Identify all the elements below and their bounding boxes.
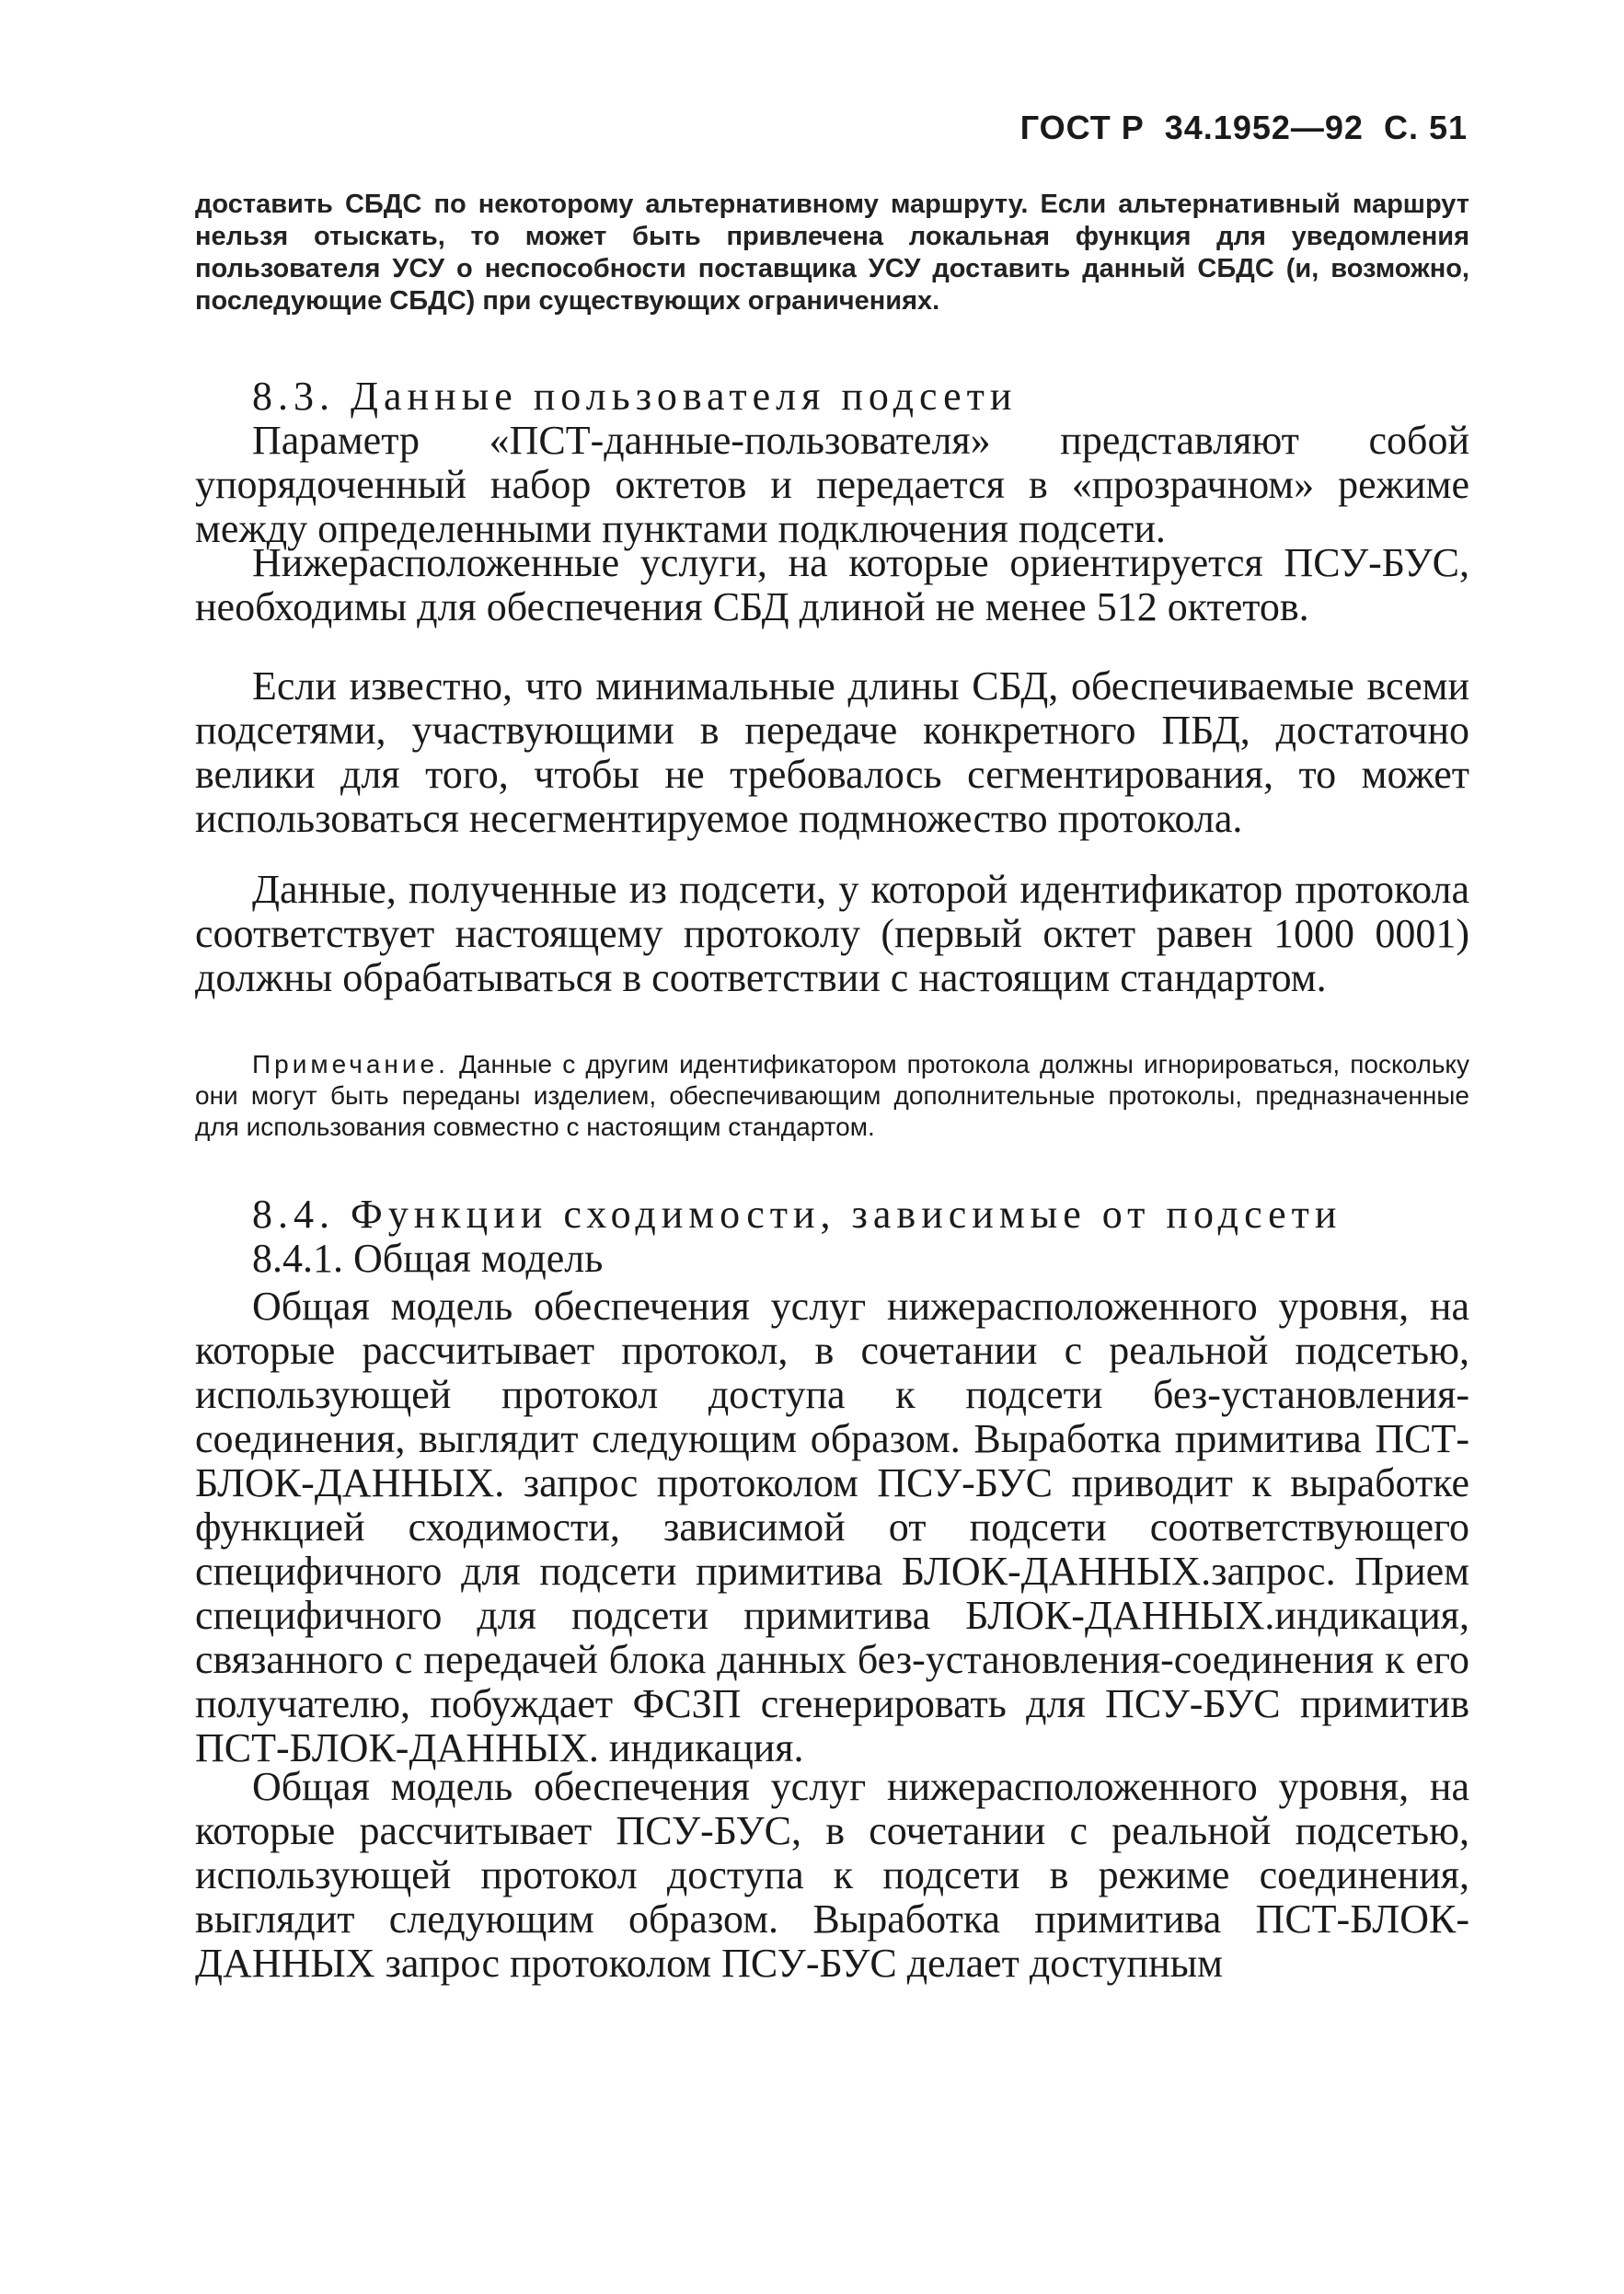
section-heading-8-3: 8.3. Данные пользователя подсети	[252, 374, 1018, 419]
note-paragraph	[195, 1049, 1469, 1143]
note-label: Примечание.	[252, 1050, 449, 1078]
note-text: Данные с другим идентификатором протокола должны игнорироваться, поскольку они могут быть переданы изделием, обеспечивающим дополнительные протоколы, предназначенные для использования совместно с настоящим стандартом.	[195, 1050, 1469, 1141]
page-header	[1020, 109, 1468, 147]
paragraph-general-model-connectionless: Общая модель обеспечения услуг нижерасположенного уровня, на которые рассчитывает протокол, в сочетании с реальной подсетью, использующей протокол доступа к подсети без-установления-соединения, выглядит следующим образом. Выработка примитива ПСТ-БЛОК-ДАННЫХ. запрос протоколом ПСУ-БУС приводит к выработке функцией сходимости, зависимой от подсети соответствующего специфичного для подсети примитива БЛОК-ДАННЫХ.запрос. Прием специфичного для подсети примитива БЛОК-ДАННЫХ.индикация, связанного с передачей блока данных без-установления-соединения к его получателю, побуждает ФСЗП сгенерировать для ПСУ-БУС примитив ПСТ-БЛОК-ДАННЫХ. индикация.	[195, 1284, 1469, 1770]
subsection-heading-8-4-1: 8.4.1. Общая модель	[252, 1236, 604, 1281]
paragraph-general-model-connection-mode: Общая модель обеспечения услуг нижерасположенного уровня, на которые рассчитывает ПСУ-БУС, в сочетании с реальной подсетью, использующей протокол доступа к подсети в режиме соединения, выглядит следующим образом. Выработка примитива ПСТ-БЛОК-ДАННЫХ запрос протоколом ПСУ-БУС делает доступным	[195, 1764, 1469, 1986]
header-standard: ГОСТ Р	[1019, 109, 1145, 146]
paragraph-segmentation: Если известно, что минимальные длины СБД, обеспечиваемые всеми подсетями, участвующими в передаче конкретного ПБД, достаточно велики для того, чтобы не требовалось сегментирования, то может использоваться несегментируемое подмножество протокола.	[195, 663, 1469, 841]
header-number: 34.1952—92	[1164, 109, 1364, 146]
paragraph-protocol-id: Данные, полученные из подсети, у которой идентификатор протокола соответствует настоящему протоколу (первый октет равен 1000 0001) должны обрабатываться в соответствии с настоящим стандартом.	[195, 867, 1469, 1000]
paragraph-underlying-services: Нижерасположенные услуги, на которые ориентируется ПСУ-БУС, необходимы для обеспечения СБД длиной не менее 512 октетов.	[195, 540, 1469, 629]
paragraph-user-data: Параметр «ПСТ-данные-пользователя» представляют собой упорядоченный набор октетов и передается в «прозрачном» режиме между определенными пунктами подключения подсети.	[195, 418, 1469, 551]
header-page-number: С. 51	[1383, 109, 1468, 146]
section-heading-8-4: 8.4. Функции сходимости, зависимые от подсети	[252, 1192, 1342, 1237]
paragraph-continuation: доставить СБДС по некоторому альтернативному маршруту. Если альтернативный маршрут нельзя отыскать, то может быть привлечена локальная функция для уведомления пользователя УСУ о неспособности поставщика УСУ доставить данный СБДС (и, возможно, последующие СБДС) при существующих ограничениях.	[195, 190, 1469, 316]
